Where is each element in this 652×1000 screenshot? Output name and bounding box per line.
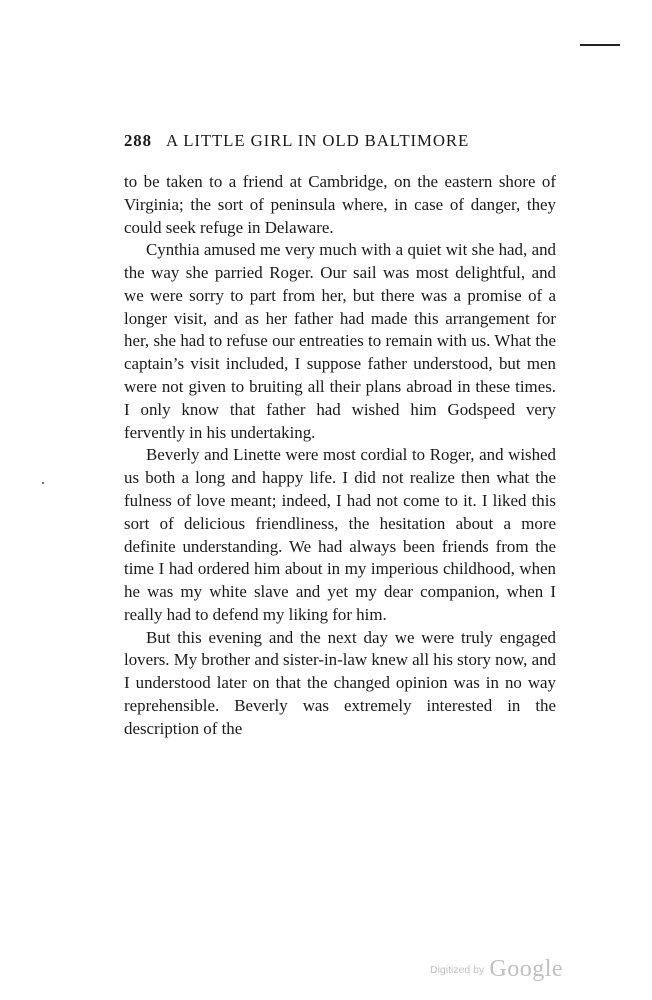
corner-rule [580,44,620,46]
paragraph-4: But this evening and the next day we were truly engaged lovers. My brother and sister-in-law knew all his story now, and I understood later on that the changed opinion was in no way reprehensible. Beverly was extremely interested in the description of the [124,627,557,738]
margin-speck [42,482,44,484]
paragraph-2: Cynthia amused me very much with a quiet wit she had, and the way she parried Roger. Our sail was most delightful, and we were sorry to part from her, but there was a promise of a longer visit, and as her father had made this arrangement for her, she had to refuse our entreaties to remain with us. What the captain’s visit included, I suppose father understood, but men were not given to bruiting all their plans abroad in these times. I only know that father had wished him Godspeed very fervently in his undertaking. [124,240,556,442]
watermark-prefix: Digitized by [430,964,485,976]
paragraph-3: Beverly and Linette were most cordial to Roger, and wished us both a long and happy life. I did not realize then what the fulness of love meant; indeed, I had not come to it. I liked this sort of delicious friendliness, the hesitation about a more definite understanding. We had always been friends from the time I had ordered him about in my imperious childhood, when he was my white slave and yet my dear companion, when I really had to defend my liking for him. [124,445,556,624]
google-logo: Google [489,956,564,982]
page-number: 288 [124,131,152,150]
running-title: A LITTLE GIRL IN OLD BALTIMORE [166,131,470,150]
body-text [124,171,556,741]
digitized-watermark [430,956,580,986]
running-head [124,131,544,157]
paragraph-1: to be taken to a friend at Cambridge, on the eastern shore of Virginia; the sort of peninsula where, in case of danger, they could seek refuge in Delaware. [124,172,556,237]
